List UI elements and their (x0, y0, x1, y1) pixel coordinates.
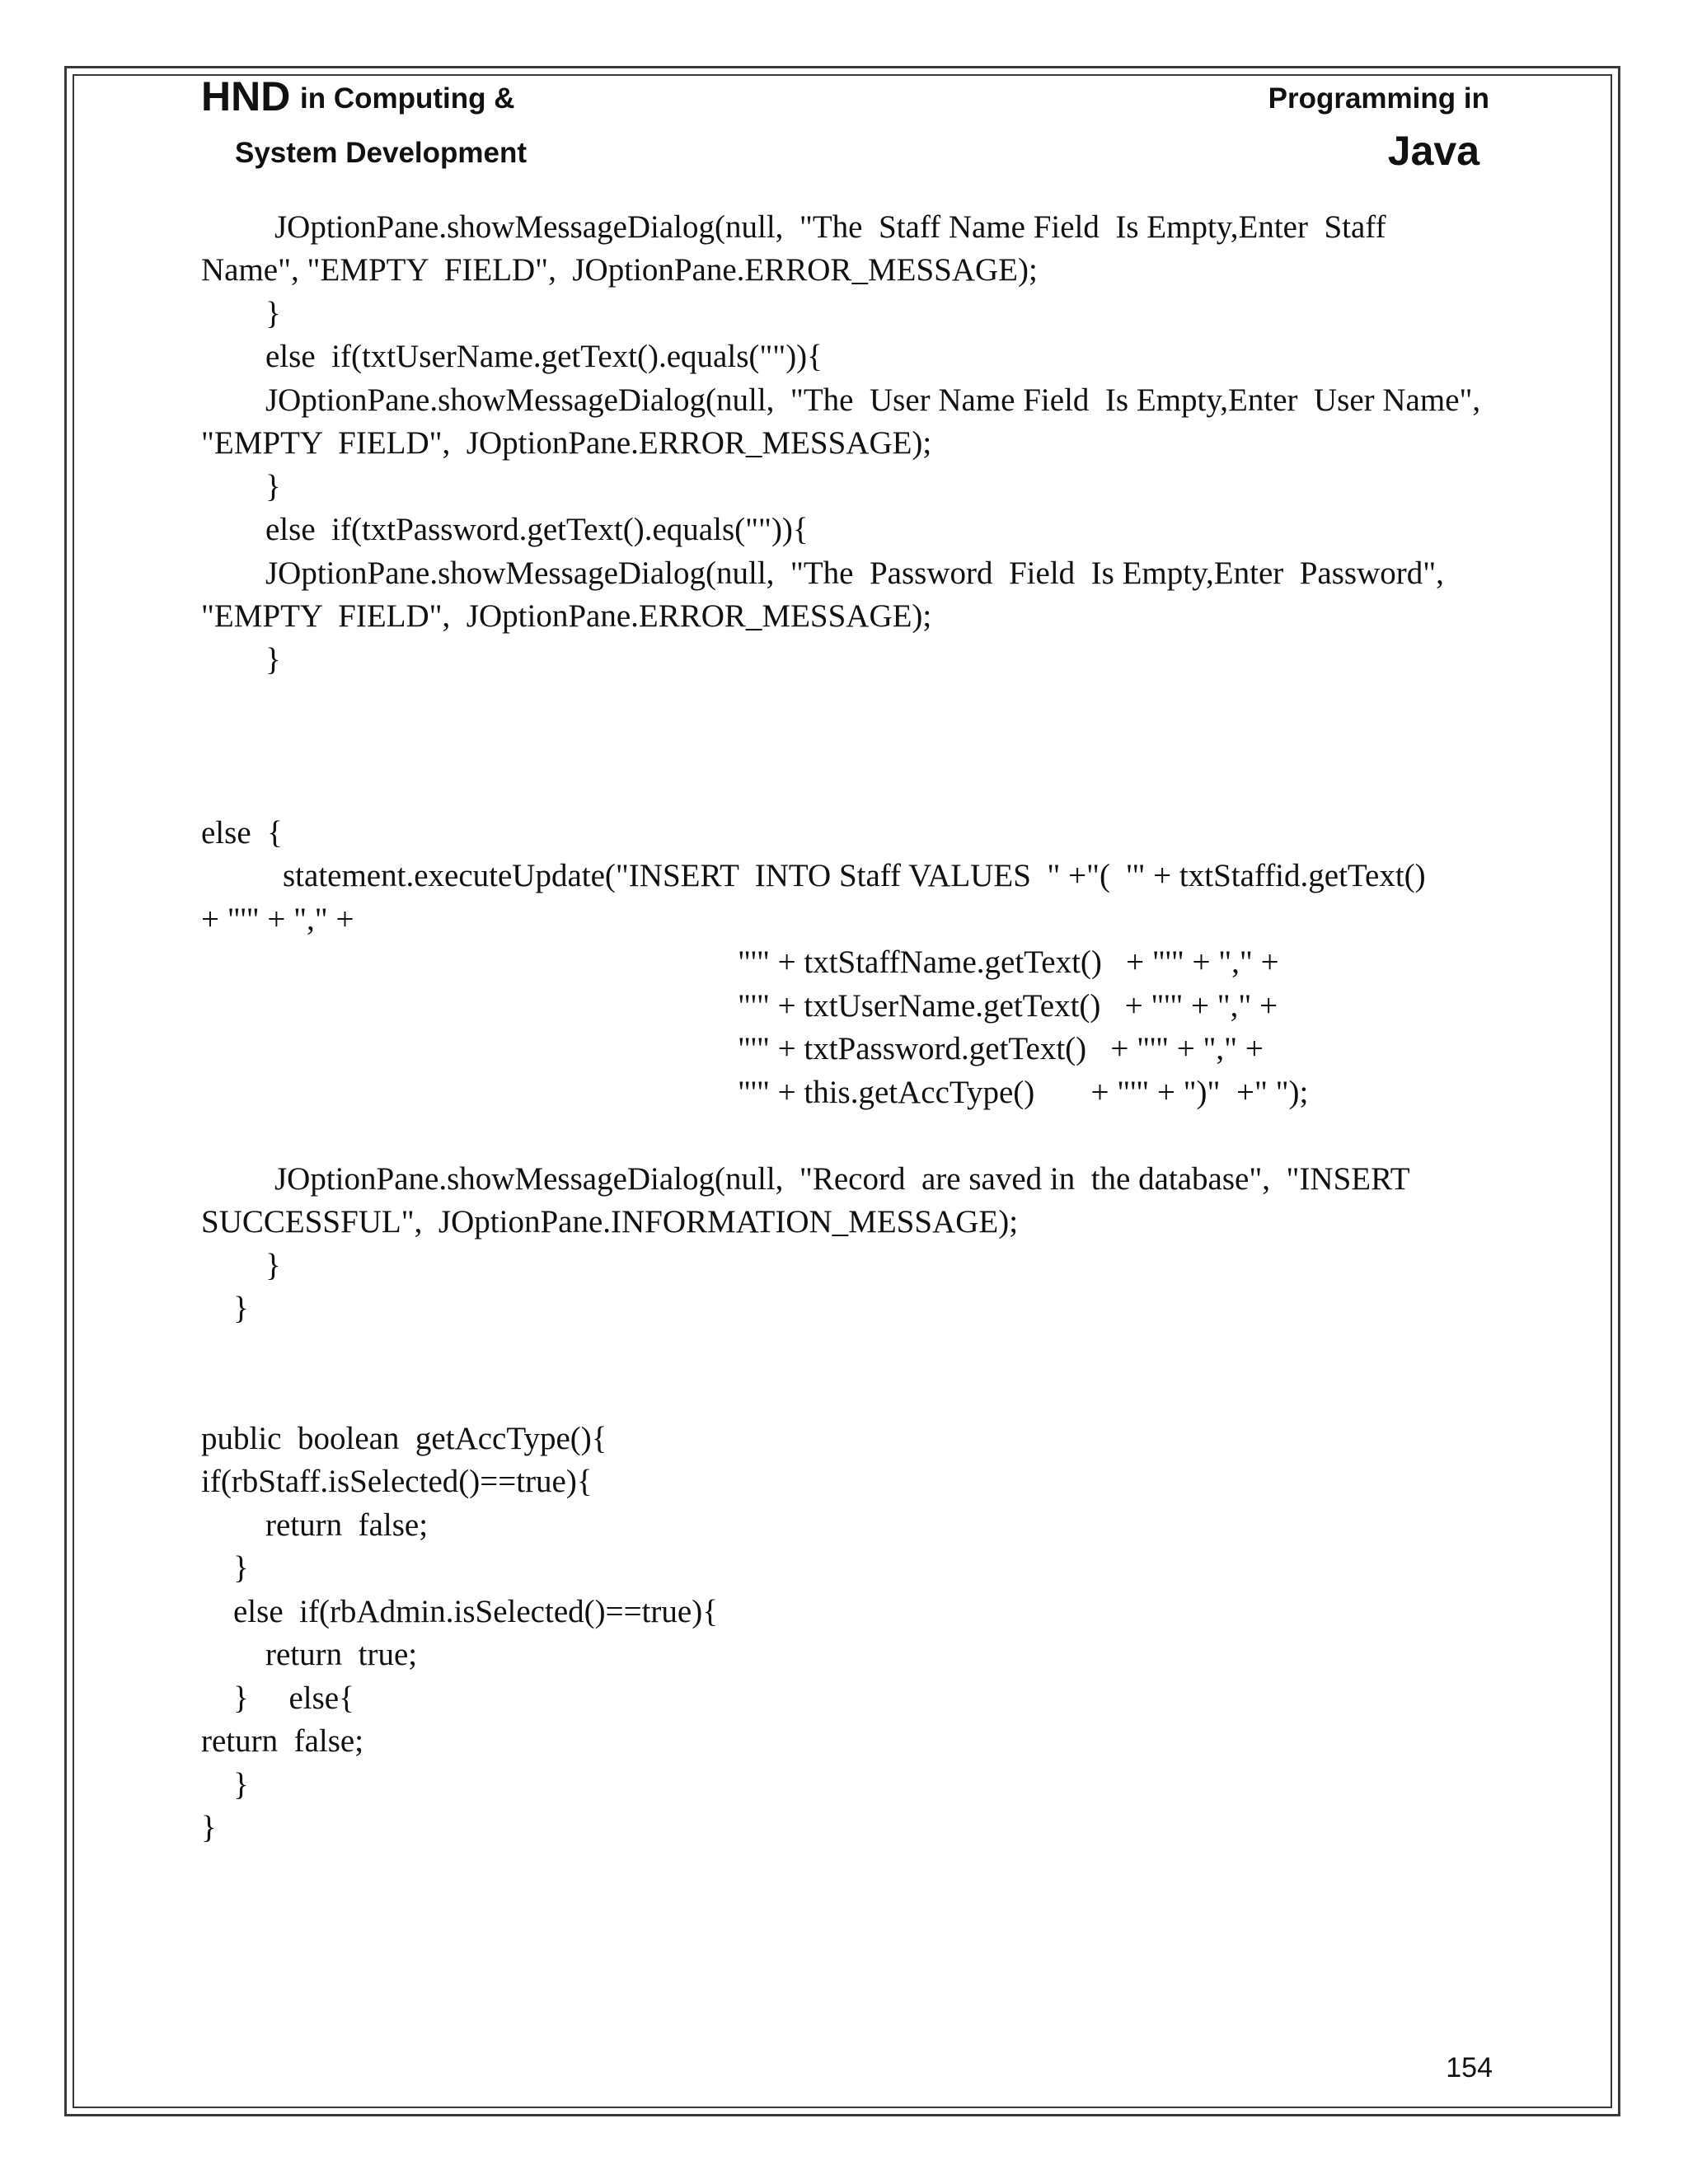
code-line: SUCCESSFUL", JOptionPane.INFORMATION_MESSAGE); (201, 1204, 1019, 1240)
header-system-development: System Development (235, 137, 528, 169)
code-line: } (265, 469, 281, 504)
code-line: "EMPTY FIELD", JOptionPane.ERROR_MESSAGE); (201, 598, 932, 634)
header-hnd: HND (201, 73, 291, 120)
code-line: else if(rbAdmin.isSelected()==true){ (233, 1594, 718, 1629)
code-line: else { (201, 815, 283, 851)
code-line: Name", "EMPTY FIELD", JOptionPane.ERROR_MESSAGE); (201, 252, 1038, 288)
code-line: } (265, 1248, 281, 1283)
code-line: "'" + txtUserName.getText() + "'" + "," + (738, 988, 1278, 1024)
code-line: "'" + this.getAccType() + "'" + ")" +" "); (738, 1075, 1309, 1110)
header-java: Java (1387, 128, 1479, 174)
code-line: } (265, 642, 281, 677)
code-line: statement.executeUpdate("INSERT INTO Staff VALUES " +"( '" + txtStaffid.getText() (283, 858, 1426, 893)
code-line: else if(txtUserName.getText().equals("")){ (265, 339, 823, 374)
code-line: } (233, 1767, 249, 1802)
code-line: } (233, 1291, 249, 1326)
code-line: } (233, 1550, 249, 1586)
code-line: public boolean getAccType(){ (201, 1421, 607, 1456)
code-line: "EMPTY FIELD", JOptionPane.ERROR_MESSAGE); (201, 425, 932, 461)
code-line: JOptionPane.showMessageDialog(null, "The Password Field Is Empty,Enter Password", (265, 555, 1444, 591)
code-line: else if(txtPassword.getText().equals("")){ (265, 512, 809, 547)
header-programming-in: Programming in (1268, 82, 1489, 115)
code-line: } (201, 1810, 217, 1845)
code-line: JOptionPane.showMessageDialog(null, "The Staff Name Field Is Empty,Enter Staff (274, 209, 1386, 245)
code-line: return true; (265, 1637, 418, 1672)
page-number: 154 (1446, 2052, 1493, 2083)
code-line: } else{ (233, 1680, 354, 1716)
code-line: + "'" + "," + (201, 902, 354, 937)
code-line: JOptionPane.showMessageDialog(null, "Record are saved in the database", "INSERT (274, 1161, 1410, 1197)
code-line: JOptionPane.showMessageDialog(null, "The User Name Field Is Empty,Enter User Name", (265, 382, 1481, 418)
code-line: } (265, 296, 281, 331)
code-line: if(rbStaff.isSelected()==true){ (201, 1464, 593, 1499)
header-in-computing: in Computing & (300, 82, 515, 115)
code-line: "'" + txtPassword.getText() + "'" + "," + (738, 1031, 1264, 1066)
code-line: return false; (265, 1507, 429, 1543)
code-line: return false; (201, 1723, 364, 1759)
code-line: "'" + txtStaffName.getText() + "'" + "," + (738, 944, 1279, 980)
